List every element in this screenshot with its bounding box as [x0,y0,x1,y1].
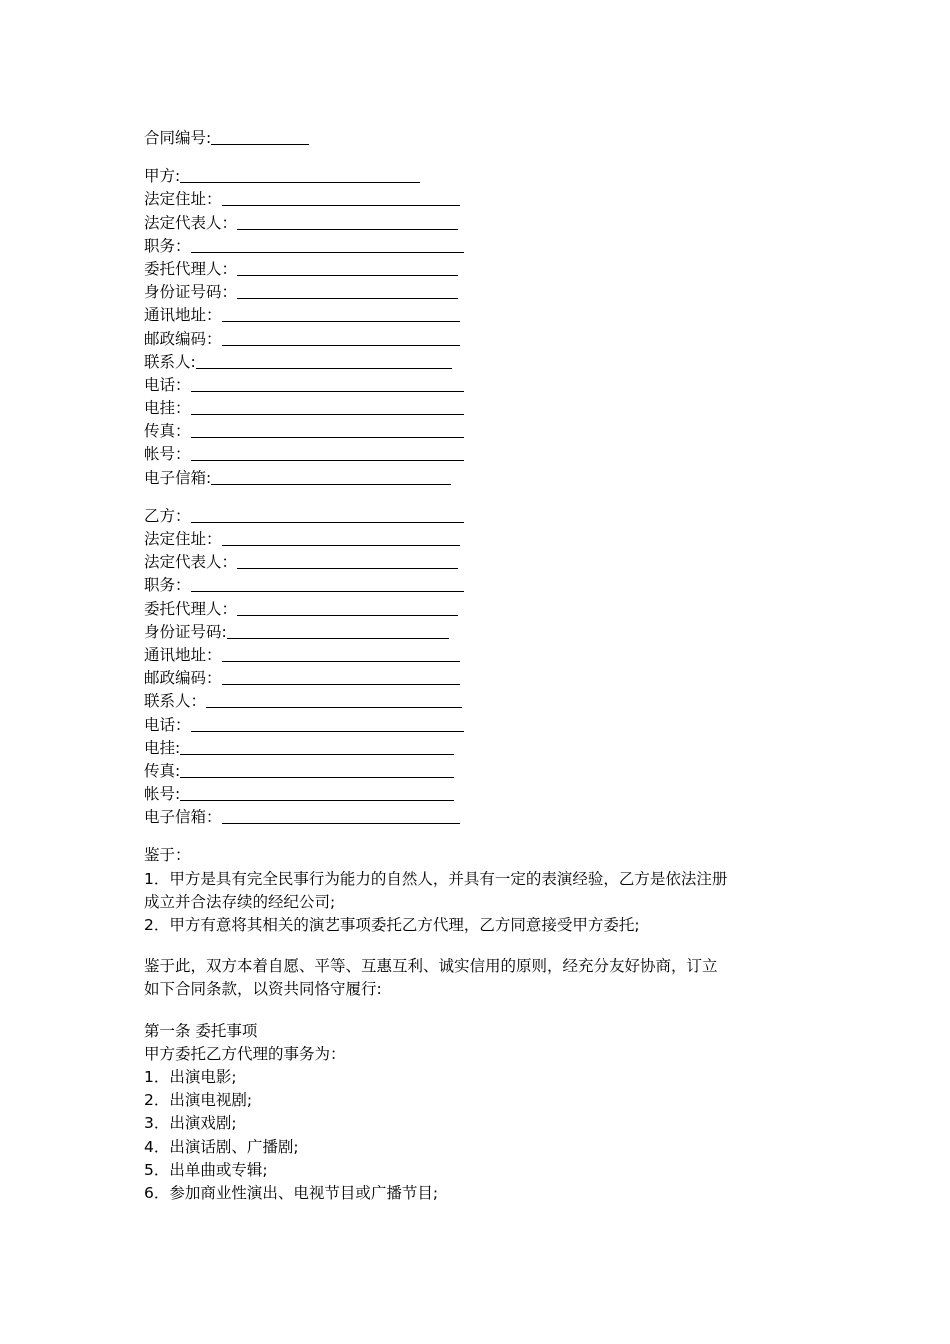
whereas-line: 成立并合法存续的经纪公司; [144,892,336,911]
party-a-field-blank[interactable] [180,166,420,183]
party-b-field-row [144,598,824,621]
party-a-field-row [144,397,824,420]
party-b-field-row [144,690,824,713]
party-a-field-blank[interactable] [222,329,460,346]
party-b-field-row [144,621,824,644]
party-b-field-row [144,783,824,806]
party-a-field-row [144,443,824,466]
party-a-field-blank[interactable] [191,421,464,438]
party-a-field-label: 甲方: [144,167,181,186]
party-a-field-row [144,165,824,188]
party-a-field-blank[interactable] [237,213,458,230]
party-a-field-label: 委托代理人： [144,259,238,278]
party-b-field-blank[interactable] [222,645,460,662]
party-a-field-blank[interactable] [237,259,458,276]
party-b-field-label: 通讯地址： [144,645,222,664]
party-a-field-row [144,420,824,443]
party-a-section [144,165,824,490]
party-b-field-blank[interactable] [180,761,454,778]
party-a-field-row [144,212,824,235]
agreement-line: 鉴于此，双方本着自愿、平等、互惠互利、诚实信用的原则，经充分友好协商，订立 [144,957,718,976]
article-1-section [144,1020,824,1206]
whereas-line: 2．甲方有意将其相关的演艺事项委托乙方代理，乙方同意接受甲方委托; [144,916,640,934]
party-b-field-label: 电话： [144,715,191,734]
party-b-field-blank[interactable] [180,784,454,801]
article-1-item: 1．出演电影; [144,1067,237,1086]
party-a-field-blank[interactable] [196,352,452,369]
party-a-field-label: 通讯地址： [144,306,222,325]
party-b-field-label: 联系人： [144,692,207,711]
article-1-item: 2．出演电视剧; [144,1091,253,1110]
agreement-line: 如下合同条款，以资共同恪守履行: [144,980,382,999]
party-b-field-row [144,737,824,760]
whereas-section [144,844,824,937]
party-a-field-label: 电话： [144,375,191,394]
party-a-field-label: 联系人: [144,352,196,371]
contract-body [144,127,824,1205]
party-b-field-row [144,644,824,667]
agreement-paragraph [144,955,824,1001]
article-1-item: 4．出演话剧、广播剧; [144,1137,299,1156]
party-a-field-label: 电子信箱: [144,468,212,487]
party-a-field-row [144,258,824,281]
article-1-item: 5．出单曲或专辑; [144,1160,268,1179]
party-b-field-blank[interactable] [180,738,454,755]
party-b-field-row [144,806,824,829]
article-1-item: 3．出演戏剧; [144,1114,237,1133]
whereas-title: 鉴于： [144,846,191,865]
party-a-field-row [144,235,824,258]
whereas-line: 1．甲方是具有完全民事行为能力的自然人，并具有一定的表演经验，乙方是依法注册 [144,869,728,888]
party-b-field-row [144,714,824,737]
contract-number-label: 合同编号: [144,129,212,147]
party-a-field-row [144,304,824,327]
party-a-field-label: 法定住址： [144,190,222,209]
party-a-field-row [144,188,824,211]
party-b-field-label: 委托代理人： [144,599,238,618]
party-b-field-row [144,505,824,528]
party-b-field-blank[interactable] [206,691,462,708]
article-1-title: 第一条 委托事项 [144,1021,258,1040]
party-b-field-label: 电挂: [144,738,181,757]
party-a-field-blank[interactable] [222,305,460,322]
party-b-field-blank[interactable] [237,599,458,616]
party-b-field-row [144,574,824,597]
party-b-field-blank[interactable] [191,715,464,732]
party-b-field-label: 身份证号码: [144,622,227,641]
party-b-field-label: 帐号: [144,785,181,804]
party-b-field-blank[interactable] [222,668,460,685]
party-a-field-blank[interactable] [191,398,464,415]
party-a-field-blank[interactable] [211,468,451,485]
party-a-field-label: 帐号： [144,445,191,464]
party-a-field-row [144,374,824,397]
party-a-field-row [144,351,824,374]
party-b-field-label: 传真: [144,761,181,780]
party-b-field-row [144,551,824,574]
party-b-field-row [144,667,824,690]
party-b-field-label: 职务： [144,576,191,595]
party-a-field-row [144,328,824,351]
party-b-field-blank[interactable] [191,575,464,592]
party-b-field-row [144,528,824,551]
party-a-field-row [144,281,824,304]
party-b-field-blank[interactable] [222,529,460,546]
party-a-field-label: 邮政编码： [144,329,222,348]
party-b-field-label: 法定住址： [144,530,222,548]
party-b-field-blank[interactable] [222,807,460,824]
party-b-field-row [144,760,824,783]
party-b-field-label: 邮政编码： [144,669,222,688]
party-b-section [144,505,824,830]
party-b-field-label: 法定代表人： [144,553,238,572]
party-a-field-label: 电挂： [144,399,191,418]
party-a-field-blank[interactable] [191,375,464,392]
party-a-field-label: 职务： [144,236,191,255]
party-a-field-label: 传真： [144,422,191,441]
party-b-field-label: 乙方： [144,506,191,525]
party-a-field-blank[interactable] [237,282,458,299]
contract-number-blank[interactable] [211,128,309,145]
party-b-field-blank[interactable] [237,552,458,569]
party-a-field-label: 法定代表人： [144,213,238,232]
party-a-field-blank[interactable] [222,189,460,206]
party-a-field-row [144,467,824,490]
party-a-field-label: 身份证号码： [144,283,238,302]
party-a-field-blank[interactable] [191,444,464,461]
party-b-field-blank[interactable] [227,622,449,639]
party-b-field-label: 电子信箱： [144,808,222,827]
contract-number-line [144,127,824,150]
article-1-item: 6．参加商业性演出、电视节目或广播节目; [144,1183,439,1202]
article-1-intro: 甲方委托乙方代理的事务为： [144,1044,346,1063]
party-b-field-blank[interactable] [191,506,464,523]
party-a-field-blank[interactable] [191,236,464,253]
